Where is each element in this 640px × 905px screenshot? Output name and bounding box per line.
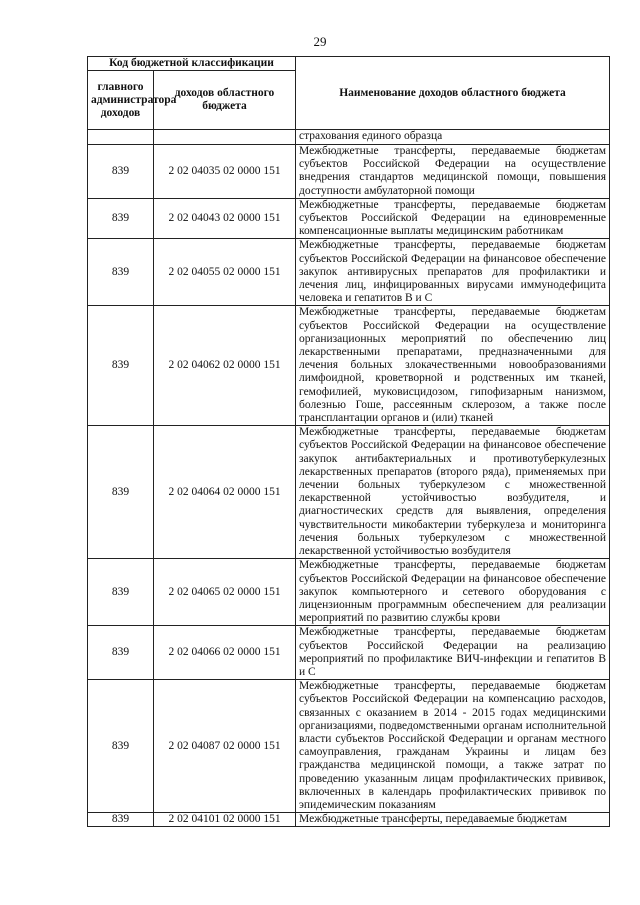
cell-name: Межбюджетные трансферты, передаваемые бюджетам субъектов Российской Федерации на финансовое обеспечение закупок антибактериальных и противотуберкулезных лекарственных препаратов (второго ряда), применяемых при лечении больных туберкулезом с множественной лекарственной устойчивостью возбудителя, и диагностических средств для выявления, определения чувствительности микобактерии туберкулеза и мониторинга лечения больных туберкулезом с множественной лекарственной устойчивостью возбудителя (296, 426, 610, 559)
table-row (88, 426, 610, 559)
cell-code: 2 02 04066 02 0000 151 (154, 626, 296, 680)
cell-admin: 839 (88, 198, 154, 239)
cell-name: Межбюджетные трансферты, передаваемые бюджетам субъектов Российской Федерации на финансовое обеспечение закупок антивирусных препаратов для профилактики и лечения лиц, инфицированных вирусами иммунодефицита человека и гепатитов В и С (296, 239, 610, 306)
cell-admin: 839 (88, 626, 154, 680)
cell-admin: 839 (88, 145, 154, 199)
table-row (88, 145, 610, 199)
table-row (88, 626, 610, 680)
cell-code: 2 02 04065 02 0000 151 (154, 559, 296, 626)
cell-name: Межбюджетные трансферты, передаваемые бюджетам субъектов Российской Федерации на финансовое обеспечение закупок компьютерного и сетевого оборудования с лицензионным программным обеспечением для реализации мероприятий по развитию службы крови (296, 559, 610, 626)
header-group-title: Код бюджетной классификации (88, 57, 296, 71)
cell-code: 2 02 04035 02 0000 151 (154, 145, 296, 199)
header-col-name: Наименование доходов областного бюджета (296, 57, 610, 130)
table-row (88, 306, 610, 426)
table-row (88, 559, 610, 626)
cell-code: 2 02 04043 02 0000 151 (154, 198, 296, 239)
cell-name: Межбюджетные трансферты, передаваемые бюджетам субъектов Российской Федерации на единовременные компенсационные выплаты медицинским работникам (296, 198, 610, 239)
table-row (88, 813, 610, 827)
cell-code: 2 02 04087 02 0000 151 (154, 680, 296, 813)
cell-admin: 839 (88, 306, 154, 426)
cell-admin: 839 (88, 559, 154, 626)
cell-code (154, 130, 296, 145)
cell-code: 2 02 04055 02 0000 151 (154, 239, 296, 306)
cell-name: страхования единого образца (296, 130, 610, 145)
table-row (88, 680, 610, 813)
cell-admin (88, 130, 154, 145)
cell-name: Межбюджетные трансферты, передаваемые бюджетам субъектов Российской Федерации на реализацию мероприятий по профилактике ВИЧ-инфекции и гепатитов В и С (296, 626, 610, 680)
cell-code: 2 02 04064 02 0000 151 (154, 426, 296, 559)
header-col-income: доходов областного бюджета (154, 71, 296, 130)
cell-code: 2 02 04062 02 0000 151 (154, 306, 296, 426)
cell-admin: 839 (88, 680, 154, 813)
cell-name: Межбюджетные трансферты, передаваемые бюджетам (296, 813, 610, 827)
cell-name: Межбюджетные трансферты, передаваемые бюджетам субъектов Российской Федерации на компенсацию расходов, связанных с оказанием в 2014 - 2015 годах медицинскими организациями, подведомственными органам исполнительной власти субъектов Российской Федерации и органам местного самоуправления, гражданам Украины и лицам без гражданства медицинской помощи, а также затрат по проведению указанным лицам профилактических прививок, включенных в календарь профилактических прививок по эпидемическим показаниям (296, 680, 610, 813)
cell-admin: 839 (88, 239, 154, 306)
table-row (88, 239, 610, 306)
budget-classification-table (87, 56, 610, 827)
cell-code: 2 02 04101 02 0000 151 (154, 813, 296, 827)
table-row (88, 198, 610, 239)
header-col-admin: главного администратора доходов (88, 71, 154, 130)
cell-admin: 839 (88, 813, 154, 827)
page-number: 29 (313, 34, 327, 49)
cell-name: Межбюджетные трансферты, передаваемые бюджетам субъектов Российской Федерации на осуществление внедрения стандартов медицинской помощи, повышения доступности амбулаторной помощи (296, 145, 610, 199)
cell-admin: 839 (88, 426, 154, 559)
cell-name: Межбюджетные трансферты, передаваемые бюджетам субъектов Российской Федерации на осуществление организационных мероприятий по обеспечению лиц лекарственными препаратами, предназначенными для лечения больных злокачественными новообразованиями лимфоидной, кроветворной и родственных им тканей, гемофилией, муковисцидозом, гипофизарным нанизмом, болезнью Гоше, рассеянным склерозом, а также после трансплантации органов и (или) тканей (296, 306, 610, 426)
table-row-continuation (88, 130, 610, 145)
